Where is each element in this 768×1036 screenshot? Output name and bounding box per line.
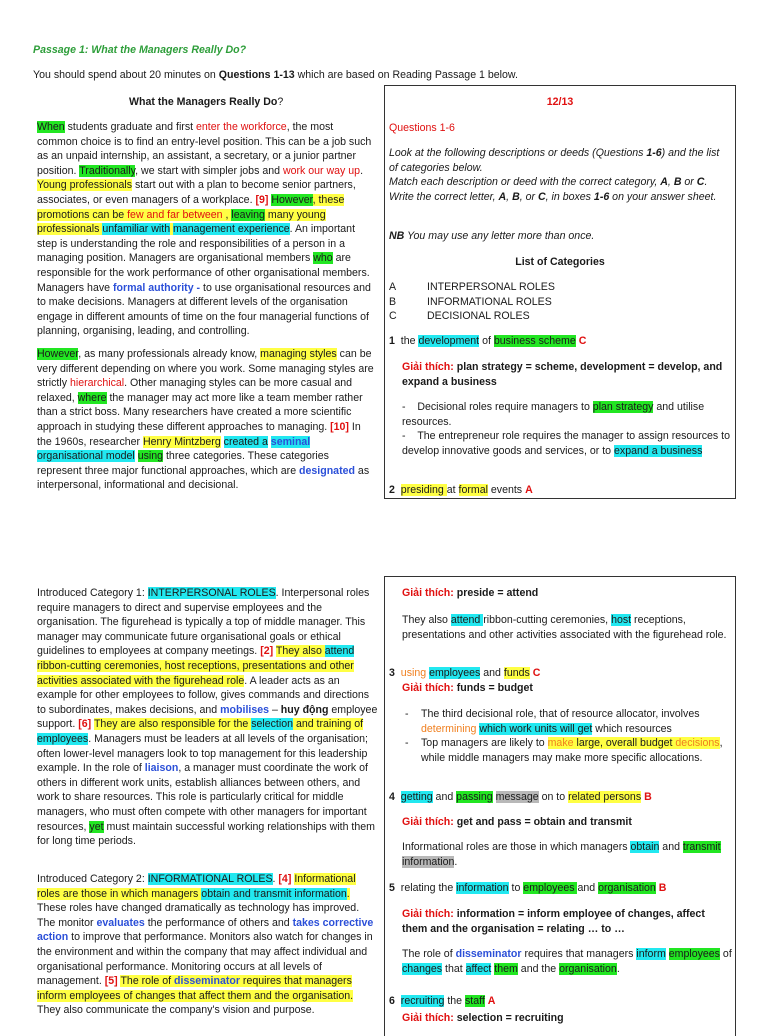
- text-run: disseminator: [174, 975, 240, 988]
- text-run: of other organisational members. Managers have: [37, 266, 370, 294]
- category-name: INFORMATIONAL ROLES: [427, 295, 552, 308]
- instr-3c: , in boxes: [545, 190, 594, 203]
- text-run: ing, organising, leading, and controlling.: [62, 325, 250, 338]
- q5-evidence: [402, 947, 732, 976]
- passage-heading: Passage 1: What the Managers Really Do?: [33, 44, 247, 56]
- text-run: obtain and transmit information: [201, 887, 347, 900]
- text-run: other managers for important resources,: [37, 805, 367, 833]
- instr-1c: ) and the list of categories below.: [389, 147, 720, 174]
- text-run: decisions: [675, 737, 720, 750]
- text-run: .: [346, 887, 350, 900]
- q1-evidence: [402, 400, 735, 458]
- text-run: look to top: [167, 747, 217, 760]
- text-run: liaison: [144, 762, 179, 775]
- text-run: [10]: [330, 420, 349, 433]
- q-text: to: [508, 882, 524, 894]
- q-keyword: passing: [456, 791, 493, 803]
- text-run: , as many professionals already know,: [78, 348, 261, 360]
- answer: A: [487, 995, 496, 1007]
- text-run: [4]: [278, 873, 292, 885]
- text-run: In the 1960s, researcher: [37, 420, 361, 448]
- text-run: that: [442, 962, 466, 975]
- text-run: ,: [222, 208, 232, 221]
- q-text: relating the: [400, 882, 457, 894]
- text-run: . An important step is understanding the role and responsibilities of a person in a managing position. Managers are: [37, 223, 356, 265]
- text-run: [2]: [260, 645, 274, 658]
- text-run: employees: [37, 732, 89, 745]
- text-run: seminal: [270, 435, 311, 448]
- q-keyword: business scheme: [493, 335, 576, 347]
- paragraph-4: [37, 872, 375, 1024]
- nb-text: You may use any letter more than once.: [404, 230, 595, 242]
- list-title: List of Categories: [515, 256, 605, 268]
- questions-box-2: [384, 576, 736, 1036]
- article-title-mark: ?: [277, 96, 284, 108]
- text-run: and the: [517, 962, 560, 975]
- explanation-label: Giải thích:: [402, 587, 454, 599]
- text-run: them: [494, 962, 518, 975]
- instr3-range: 1-6: [593, 190, 610, 203]
- text-run: –: [269, 703, 281, 716]
- q-keyword: employees: [523, 882, 578, 894]
- answer: A: [525, 484, 533, 496]
- text-run: of: [719, 948, 732, 960]
- q3-evidence: [405, 707, 733, 765]
- q-text: events: [487, 484, 526, 496]
- text-run: attend: [450, 614, 484, 626]
- q2-evidence: [402, 613, 732, 642]
- text-run: attend: [324, 645, 355, 658]
- evidence-1: - Decisional roles require managers to plan strategy and utilise resources.: [402, 401, 705, 428]
- q-text: and: [432, 791, 457, 803]
- text-run: The role of: [120, 975, 175, 988]
- text-run: information: [402, 855, 455, 868]
- explanation-label: Giải thích:: [402, 682, 454, 694]
- explanation-label: Giải thích:: [402, 361, 454, 373]
- question-1: [389, 334, 586, 349]
- text-run: management for this leadership example. In the role of: [37, 747, 368, 775]
- text-run: position. This can be a job such as an unpaid internship, an assistant, a secretary, or: [37, 135, 372, 163]
- text-run: the work of others in different work units, establish: [37, 762, 368, 789]
- text-run: . A leader acts as an example for other employees to follow, gives commands and directions to subordinates, makes decisions, and: [37, 674, 370, 716]
- instr3-letter-c: C: [537, 190, 546, 203]
- q-text: and: [480, 667, 504, 679]
- paragraph-1: [37, 120, 375, 339]
- text-run: must maintain successful working relationships with them for long time periods.: [37, 820, 375, 848]
- text-run: in different amounts of: [72, 310, 183, 323]
- instr-1: Look at the following descriptions or deeds (Questions: [389, 147, 647, 159]
- intro-line: [33, 68, 518, 83]
- text-run: engage: [37, 310, 73, 323]
- q4-evidence: [402, 840, 727, 869]
- question-6: [389, 994, 495, 1009]
- text-run: obtain: [630, 841, 660, 853]
- text-run: plan strategy: [592, 401, 654, 413]
- q-text: and: [577, 882, 599, 894]
- text-run: Henry Mintzberg: [143, 435, 221, 448]
- instr-range: 1-6: [646, 147, 662, 159]
- evidence-1: - The third decisional role, that of resource allocator, involves determining which work units will get which resources: [405, 708, 700, 735]
- q-text: the: [400, 335, 419, 347]
- q-keyword: funds: [503, 667, 530, 679]
- text-run: takes corrective action: [37, 916, 374, 944]
- category-list: [389, 280, 555, 324]
- text-run: They also: [402, 614, 451, 626]
- text-run: evaluates: [96, 916, 145, 929]
- q-keyword: formal: [458, 484, 488, 496]
- text-run: mobilises: [220, 703, 270, 716]
- text-run: can be very different depending on where you work. Some managing styles are strictly: [37, 348, 374, 390]
- category-letter: B: [389, 295, 397, 308]
- text-run: Introduced Category 2:: [37, 873, 148, 885]
- instr-3d: on your answer sheet.: [609, 190, 717, 203]
- text-run: the performance of others and: [144, 916, 293, 929]
- text-run: transmit: [682, 841, 721, 853]
- text-run: alliances: [219, 776, 262, 789]
- text-run: entry-level: [171, 135, 221, 148]
- text-run: , we start with simpler jobs and: [135, 164, 283, 177]
- text-run: time on the four managerial functions of plann: [37, 310, 369, 338]
- q1-explanation: [402, 360, 732, 389]
- text-run: work our way up: [282, 164, 361, 177]
- instr-3b: , or: [519, 190, 538, 203]
- text-run: yet: [89, 820, 104, 833]
- text-run: few and far between: [127, 208, 223, 221]
- q-number: 3: [389, 667, 395, 679]
- paragraph-2: [37, 347, 375, 493]
- page-counter: 12/13: [546, 96, 574, 108]
- text-run: They are also responsible for the: [93, 718, 252, 731]
- text-run: The entrepreneur role requires the manager to assign resources to develop innovative goods and services, or to: [402, 430, 730, 457]
- explanation-text: preside = attend: [453, 587, 539, 599]
- text-run: Introduced Category 1:: [37, 587, 148, 599]
- text-run: These roles have: [37, 902, 122, 915]
- q-keyword: information: [456, 882, 509, 894]
- text-run: work performance: [127, 266, 212, 279]
- text-run: many young professionals: [37, 208, 326, 236]
- instr-letter-b: B: [673, 176, 682, 189]
- text-run: a junior partner position: [37, 150, 356, 177]
- text-run: , these promotions can be: [37, 193, 345, 221]
- text-run: who: [313, 252, 333, 265]
- text-run: formal authority -: [112, 281, 201, 294]
- q5-explanation: [402, 907, 732, 936]
- q-number: 6: [389, 995, 395, 1007]
- question-5: [389, 881, 666, 896]
- text-run: Top managers are likely to: [421, 737, 548, 750]
- category-c: [389, 309, 555, 324]
- evidence-2: - Top managers are likely to make large, overall budget decisions, while middle managers may make more specific allocations.: [405, 737, 723, 764]
- category-letter: A: [389, 281, 397, 293]
- text-run: the manager may act more like a team member rather than a strict boss. Many researchers have created a more scientific approach in studying: [37, 391, 363, 433]
- text-run: . Other managing styles can be more casual and relaxed,: [37, 377, 353, 404]
- text-run: , a manager must: [178, 762, 264, 775]
- text-run: coordinate: [263, 762, 314, 775]
- questions-range: Questions 1-6: [389, 122, 455, 134]
- text-run: When: [37, 121, 65, 133]
- text-run: requires that managers inform employees of changes that affect them and the organisation.: [37, 975, 354, 1002]
- answer: B: [658, 882, 667, 894]
- explanation-text: selection = recruiting: [453, 1012, 564, 1024]
- text-run: [9]: [255, 193, 269, 206]
- text-run: .: [272, 873, 279, 885]
- explanation-text: information = inform employee of changes, affect them and the organisation = relating … to …: [402, 908, 705, 935]
- q-number: 4: [389, 791, 395, 803]
- questions-box-1: [384, 85, 736, 499]
- text-run: which resources: [592, 722, 672, 735]
- text-run: .: [616, 962, 620, 975]
- q-number: 2: [389, 484, 395, 496]
- text-run: INFORMATIONAL ROLES: [147, 873, 273, 885]
- answer: B: [644, 791, 652, 803]
- text-run: INTERPERSONAL ROLES: [147, 587, 276, 599]
- q4-explanation: [402, 815, 632, 830]
- text-run: receptions, presentations and other activities associated with the figurehead role.: [402, 614, 727, 641]
- text-run: to managing.: [262, 420, 331, 433]
- instr-2: Match each description or deed with the correct category,: [389, 176, 661, 189]
- text-run: Traditionally: [79, 164, 136, 177]
- text-run: [5]: [104, 975, 118, 988]
- q-keyword: staff: [465, 995, 485, 1007]
- text-run: to use organisational resources and to make decisions. Managers at different levels of the organisation: [37, 281, 371, 309]
- q-text: of: [479, 335, 494, 347]
- q2-explanation: [402, 586, 538, 601]
- answer: C: [532, 667, 541, 679]
- explanation-text: get and pass = obtain and transmit: [453, 816, 632, 828]
- text-run: . Managers must be leaders at all levels of the organisation; often lower-level managers: [37, 732, 368, 760]
- q-text: the: [444, 995, 465, 1007]
- text-run: management experience: [173, 223, 290, 236]
- text-run: managing styles: [260, 348, 337, 360]
- text-run: , the most common choice is to find an: [37, 121, 334, 148]
- q-keyword: development: [418, 335, 480, 347]
- instr3-letter-b: B: [512, 190, 520, 203]
- text-run: where: [77, 391, 107, 404]
- text-run: Informational roles are those in which managers: [402, 841, 631, 853]
- q-keyword: message: [495, 791, 539, 803]
- text-run: Decisional roles require managers to: [417, 401, 593, 413]
- text-run: three categories. These categories represent three major functional approaches, which are: [37, 450, 329, 477]
- nb-label: NB: [389, 230, 405, 242]
- q-number: 5: [389, 882, 395, 894]
- text-run: Informational roles are those in which managers: [37, 873, 356, 900]
- text-run: designated: [299, 464, 355, 477]
- text-run: start out with a plan to become senior partners, associates, or even managers of a workplace.: [37, 179, 356, 206]
- text-run: organisational model: [37, 450, 135, 463]
- text-run: and training of: [293, 718, 364, 731]
- text-run: .: [73, 164, 80, 177]
- text-run: dramatically as technology has improved. The monitor: [37, 902, 360, 929]
- text-run: . Interpersonal roles require managers to direct and supervise employees and the organisation. The figurehead is typically a top of middle manager. This manager may communicate future organisational goals or ethical guidelines to employees at company meetings.: [37, 587, 370, 658]
- text-run: .: [360, 164, 364, 177]
- question-3: [389, 666, 540, 681]
- q6-explanation: [402, 1011, 564, 1026]
- instr3-letter-a: A: [498, 190, 507, 203]
- nb-note: [389, 229, 594, 244]
- text-run: selection: [251, 718, 293, 731]
- instr-letter-c: C: [696, 176, 705, 189]
- text-run: The role of: [402, 948, 456, 960]
- explanation-label: Giải thích:: [402, 1012, 454, 1024]
- intro-post: which are based on Reading Passage 1 below.: [294, 69, 518, 81]
- category-letter: C: [389, 310, 397, 323]
- text-run: and utilise resources.: [402, 401, 705, 428]
- text-run: between others, and work to share resources. This role is particularly critical for middle managers, who must often: [37, 776, 361, 818]
- text-run: However: [271, 193, 313, 206]
- text-run: The third decisional role, that of resource allocator, involves: [421, 708, 700, 720]
- text-run: , while middle managers may make more specific allocations.: [421, 737, 723, 764]
- q-keyword: presiding: [400, 484, 447, 496]
- text-run: [6]: [78, 718, 92, 731]
- category-a: [389, 280, 555, 295]
- explanation-label: Giải thích:: [402, 816, 454, 828]
- q-keyword: recruiting: [400, 995, 445, 1007]
- instr-letter-a: A: [660, 176, 668, 189]
- q3-explanation: [402, 681, 533, 696]
- text-run: affect: [465, 962, 492, 975]
- article-title: [129, 95, 283, 110]
- text-run: and: [659, 841, 683, 853]
- instructions: Look at the following descriptions or deeds (Questions 1-6) and the list of categories below. Match each description or deed with the correct category, A, B or C. Write the correct letter, A, B, or C, in boxes 1-6 on your answer sheet.: [389, 147, 720, 203]
- text-run: .: [454, 855, 458, 868]
- text-run: However: [37, 348, 79, 360]
- q-text: on to: [538, 791, 569, 803]
- q-text: at: [446, 484, 459, 496]
- text-run: enter the workforce: [196, 121, 287, 133]
- article-title-text: What the Managers Really Do: [129, 96, 278, 108]
- category-b: [389, 295, 555, 310]
- explanation-text: plan strategy = scheme, development = develop, and expand a business: [402, 361, 723, 388]
- text-run: employees: [668, 948, 720, 960]
- text-run: large, overall budget: [573, 737, 676, 750]
- question-4: [389, 790, 652, 805]
- answer: C: [578, 335, 587, 347]
- text-run: are responsible for the: [37, 252, 351, 279]
- q-number: 1: [389, 335, 395, 347]
- text-run: students graduate and first: [64, 121, 197, 133]
- text-run: changes: [402, 962, 443, 975]
- text-run: unfamiliar with: [102, 223, 171, 236]
- intro-pre: You should spend about 20 minutes on: [33, 69, 219, 81]
- text-run: Young professionals: [37, 179, 133, 192]
- text-run: changed: [121, 902, 162, 915]
- text-run: organisational members: [197, 252, 311, 265]
- text-run: employee support.: [37, 703, 378, 731]
- explanation-label: Giải thích:: [402, 908, 454, 920]
- text-run: as interpersonal, informational and decisional.: [37, 464, 370, 492]
- text-run: They also: [275, 645, 325, 658]
- text-run: huy động: [280, 703, 329, 716]
- text-run: organisation: [559, 962, 617, 975]
- text-run: disseminator: [455, 948, 522, 960]
- intro-questions: Questions 1-13: [218, 69, 295, 81]
- q-keyword: related persons: [568, 791, 642, 803]
- text-run: ribbon-cutting ceremonies, host receptions, presentations and other activities associated with the figurehead role: [37, 659, 354, 687]
- q-keyword: using: [400, 667, 427, 679]
- evidence-2: - The entrepreneur role requires the manager to assign resources to develop innovative goods and services, or to expand a business: [402, 430, 730, 457]
- text-run: ribbon-cutting ceremonies,: [483, 614, 612, 626]
- category-name: DECISIONAL ROLES: [427, 310, 530, 323]
- text-run: leaving: [231, 208, 265, 221]
- text-run: inform: [636, 948, 666, 960]
- text-run: hierarchical: [69, 377, 125, 390]
- category-name: INTERPERSONAL ROLES: [427, 281, 555, 293]
- q-keyword: organisation: [598, 882, 656, 894]
- text-run: requires that managers: [521, 948, 637, 960]
- text-run: determining: [421, 722, 477, 735]
- text-run: to improve that performance. Monitors also watch for changes in the environment and within the company that may affect individual and organisational performance. Monitoring occurs at all levels of management.: [37, 931, 373, 988]
- q-keyword: getting: [400, 791, 433, 803]
- text-run: compete with: [164, 805, 228, 818]
- q-keyword: employees: [429, 667, 481, 679]
- text-run: make: [547, 737, 574, 750]
- text-run: these different approaches: [137, 420, 263, 433]
- text-run: host: [611, 614, 632, 626]
- text-run: expand a business: [614, 444, 703, 457]
- question-2: [389, 483, 533, 498]
- instr-3: Write the correct letter,: [389, 190, 499, 203]
- text-run: They also communicate the company's vision and purpose.: [37, 1004, 315, 1017]
- text-run: using: [137, 450, 164, 463]
- text-run: which work units will get: [479, 722, 593, 735]
- text-run: created a: [223, 435, 268, 448]
- explanation-text: funds = budget: [453, 682, 533, 694]
- paragraph-3: [37, 586, 379, 849]
